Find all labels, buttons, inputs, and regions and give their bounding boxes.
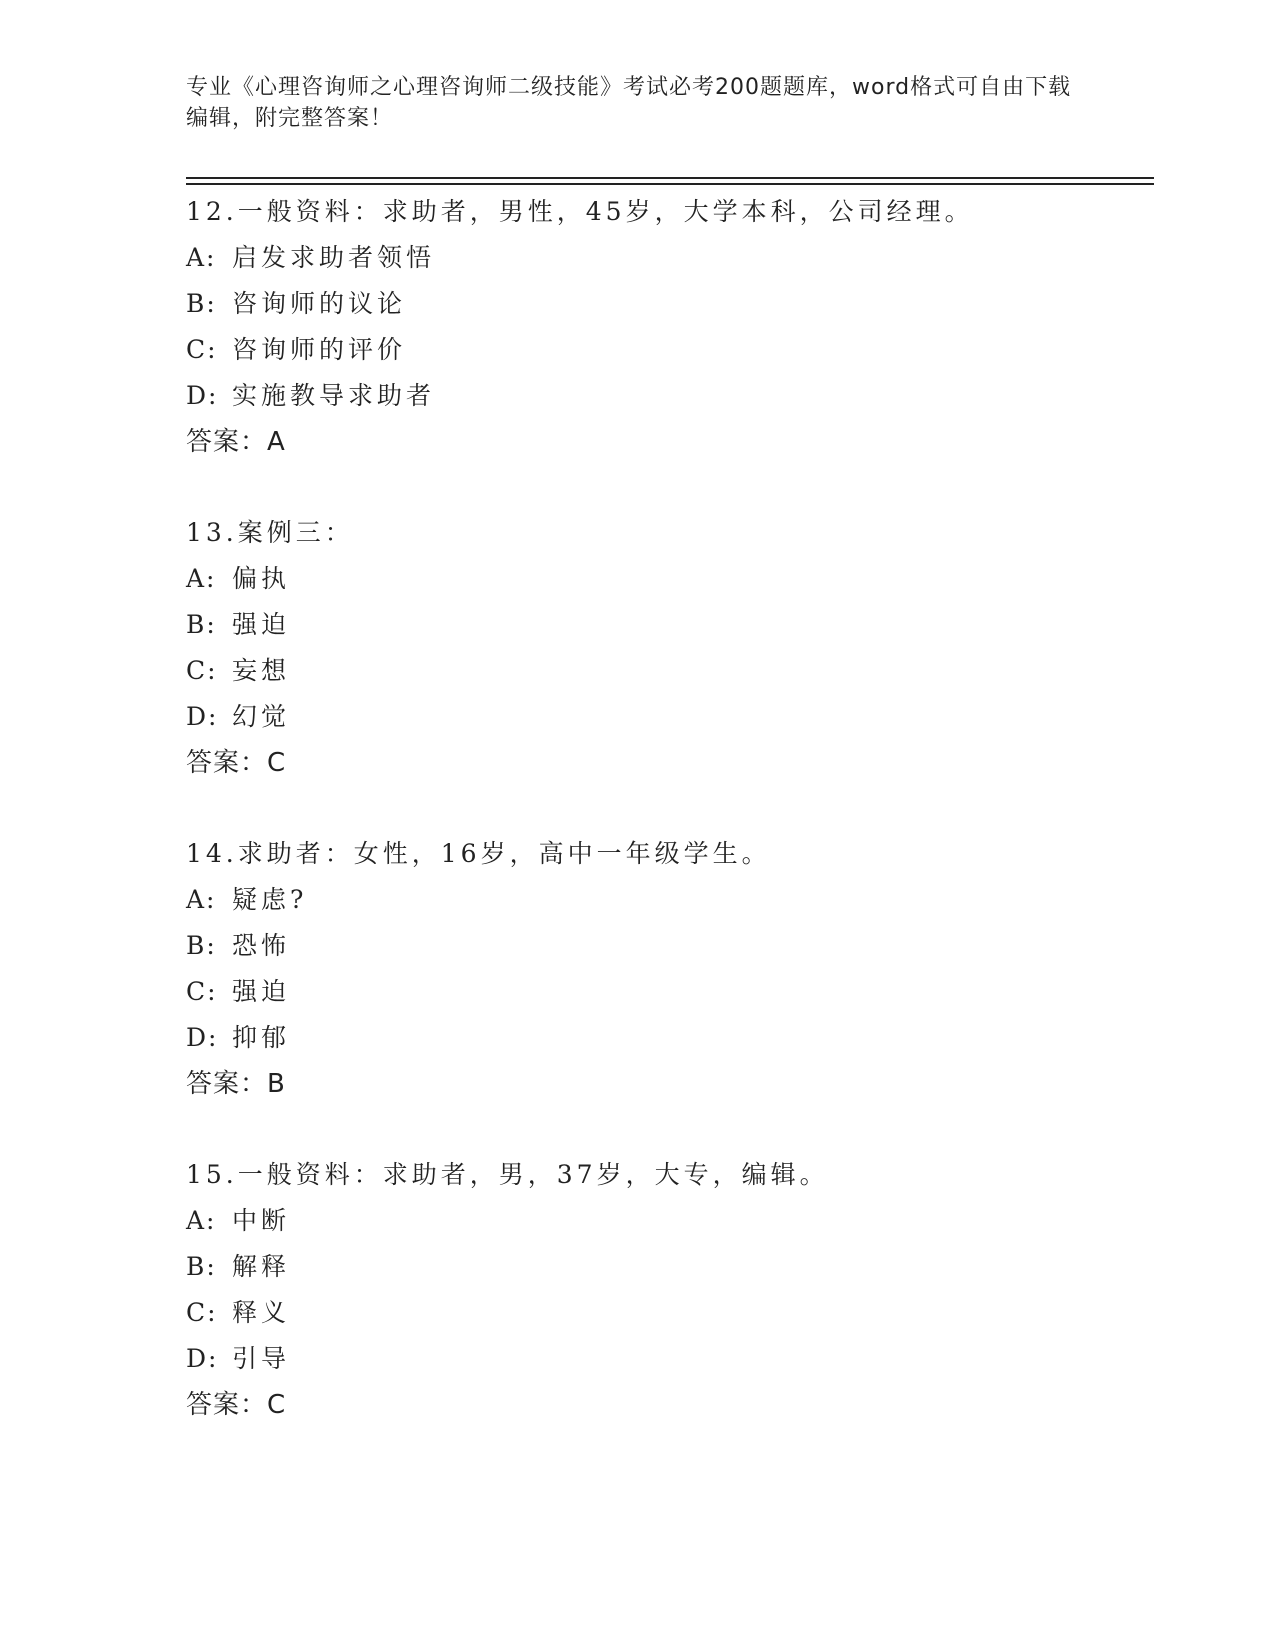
option-d — [186, 373, 1146, 419]
answer-line: 答案：C — [186, 1390, 287, 1420]
option-text: 启发求助者领悟 — [232, 243, 436, 272]
option-key: D: — [186, 702, 219, 731]
option-key: D: — [186, 1023, 219, 1052]
option-key: C: — [186, 1298, 218, 1327]
answer-line: 答案：A — [186, 427, 286, 457]
option-key: C: — [186, 656, 218, 685]
option-key: D: — [186, 381, 219, 410]
option-text: 中断 — [232, 1206, 291, 1235]
option-key: A: — [186, 885, 217, 914]
option-a — [186, 235, 1146, 281]
option-text: 实施教导求助者 — [232, 381, 436, 410]
option-text: 疑虑? — [232, 885, 308, 914]
question-stem: 13.案例三： — [186, 518, 354, 547]
option-c — [186, 1290, 1146, 1336]
question-12 — [186, 189, 1146, 465]
option-b — [186, 281, 1146, 327]
document-intro: 专业《心理咨询师之心理咨询师二级技能》考试必考200题题库，word格式可自由下载编辑，附完整答案！ — [186, 75, 1072, 131]
option-d — [186, 1015, 1146, 1061]
option-text: 抑郁 — [232, 1023, 291, 1052]
option-text: 咨询师的议论 — [232, 289, 407, 318]
option-d — [186, 694, 1146, 740]
option-key: A: — [186, 1206, 217, 1235]
option-text: 恐怖 — [232, 931, 291, 960]
option-text: 引导 — [232, 1344, 291, 1373]
option-b — [186, 602, 1146, 648]
option-text: 强迫 — [232, 610, 291, 639]
answer-line: 答案：B — [186, 1069, 286, 1099]
header-rule-top — [186, 177, 1154, 179]
option-key: B: — [186, 610, 217, 639]
option-text: 解释 — [232, 1252, 291, 1281]
question-14 — [186, 831, 1146, 1107]
header-rule-bottom — [186, 183, 1154, 185]
option-c — [186, 969, 1146, 1015]
option-text: 幻觉 — [232, 702, 291, 731]
option-a — [186, 1198, 1146, 1244]
question-stem: 15.一般资料：求助者，男，37岁，大专，编辑。 — [186, 1160, 829, 1189]
option-key: B: — [186, 289, 217, 318]
option-c — [186, 648, 1146, 694]
option-key: B: — [186, 1252, 217, 1281]
option-key: A: — [186, 243, 217, 272]
option-b — [186, 1244, 1146, 1290]
answer-line: 答案：C — [186, 748, 287, 778]
option-text: 释义 — [232, 1298, 291, 1327]
question-stem: 14.求助者：女性，16岁，高中一年级学生。 — [186, 839, 771, 868]
question-15 — [186, 1152, 1146, 1428]
option-a — [186, 877, 1146, 923]
option-text: 咨询师的评价 — [232, 335, 407, 364]
option-key: D: — [186, 1344, 219, 1373]
option-text: 偏执 — [232, 564, 291, 593]
question-list — [186, 189, 1146, 1473]
question-stem: 12.一般资料：求助者，男性，45岁，大学本科，公司经理。 — [186, 197, 974, 226]
question-13 — [186, 510, 1146, 786]
option-key: C: — [186, 335, 218, 364]
option-d — [186, 1336, 1146, 1382]
option-text: 强迫 — [232, 977, 291, 1006]
option-b — [186, 923, 1146, 969]
option-c — [186, 327, 1146, 373]
option-key: B: — [186, 931, 217, 960]
option-text: 妄想 — [232, 656, 291, 685]
option-key: A: — [186, 564, 217, 593]
option-a — [186, 556, 1146, 602]
option-key: C: — [186, 977, 218, 1006]
